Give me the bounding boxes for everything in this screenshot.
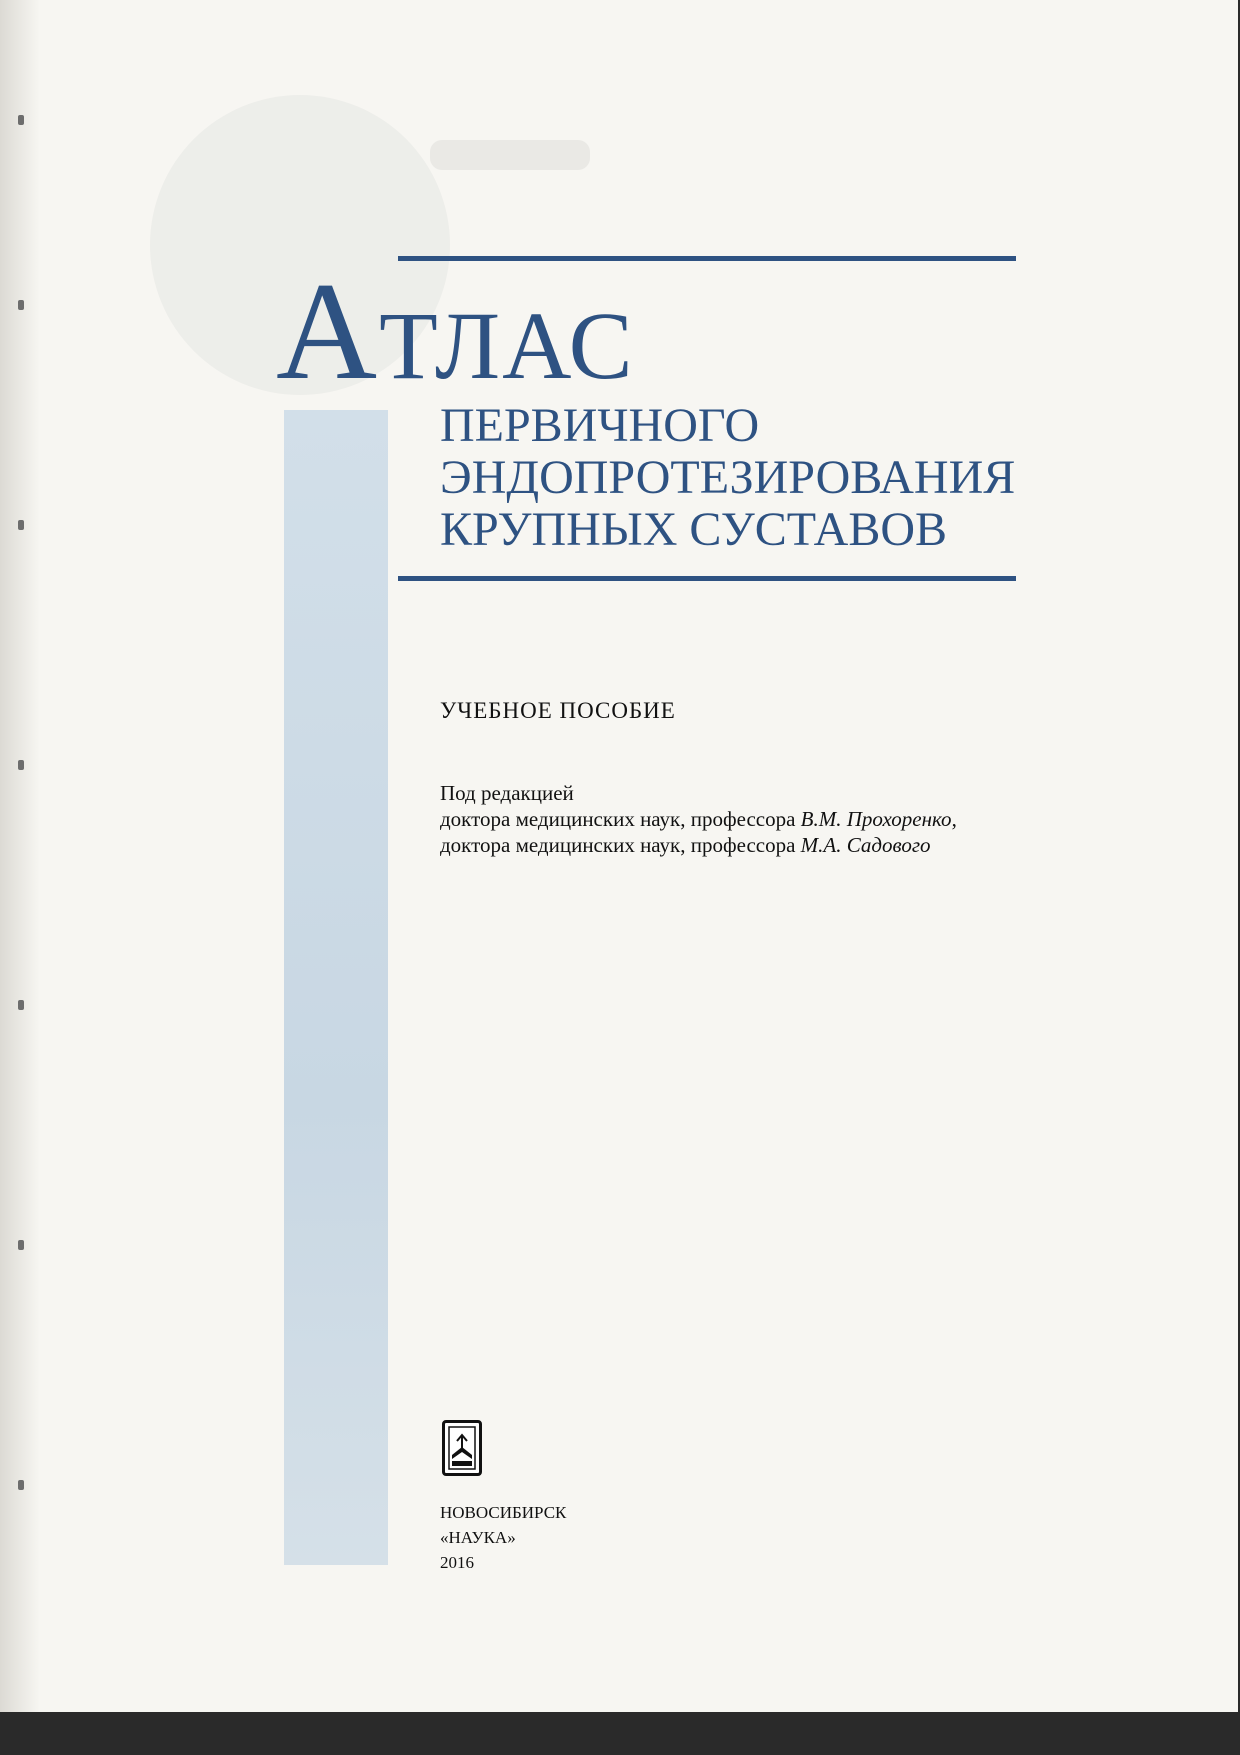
binding-hole bbox=[18, 760, 24, 770]
title-atlas bbox=[276, 254, 635, 409]
title-atlas-rest: ТЛАС bbox=[379, 292, 635, 399]
publisher-book-logo-icon bbox=[442, 1420, 482, 1476]
binding-hole bbox=[18, 520, 24, 530]
editor-line bbox=[440, 806, 957, 832]
show-through-decoration bbox=[430, 140, 590, 170]
editor-degree: доктора медицинских наук, профессора bbox=[440, 833, 801, 857]
title-subject bbox=[440, 400, 1015, 556]
binding-hole bbox=[18, 115, 24, 125]
binding-hole bbox=[18, 1240, 24, 1250]
title-line: ПЕРВИЧНОГО bbox=[440, 399, 760, 452]
imprint bbox=[440, 1500, 566, 1575]
subtitle: УЧЕБНОЕ ПОСОБИЕ bbox=[440, 698, 676, 723]
binding-hole bbox=[18, 1480, 24, 1490]
spine-shadow bbox=[0, 0, 40, 1712]
imprint-year: 2016 bbox=[440, 1553, 474, 1572]
title-line: КРУПНЫХ СУСТАВОВ bbox=[440, 503, 948, 556]
imprint-publisher: «НАУКА» bbox=[440, 1528, 516, 1547]
binding-hole bbox=[18, 300, 24, 310]
editor-punct: , bbox=[951, 807, 957, 831]
title-rule-top bbox=[398, 256, 1016, 261]
decorative-blue-band bbox=[284, 410, 388, 1565]
editors-intro: Под редакцией bbox=[440, 781, 574, 805]
imprint-city: НОВОСИБИРСК bbox=[440, 1503, 567, 1522]
editor-name: В.М. Прохоренко bbox=[800, 807, 952, 831]
binding-hole bbox=[18, 1000, 24, 1010]
editors-block bbox=[440, 780, 957, 858]
editor-line bbox=[440, 832, 957, 858]
editor-degree: доктора медицинских наук, профессора bbox=[440, 807, 801, 831]
title-atlas-cap: А bbox=[276, 254, 380, 409]
title-rule-bottom bbox=[398, 576, 1016, 581]
editor-name: М.А. Садового bbox=[800, 833, 931, 857]
title-line: ЭНДОПРОТЕЗИРОВАНИЯ bbox=[440, 451, 1016, 504]
